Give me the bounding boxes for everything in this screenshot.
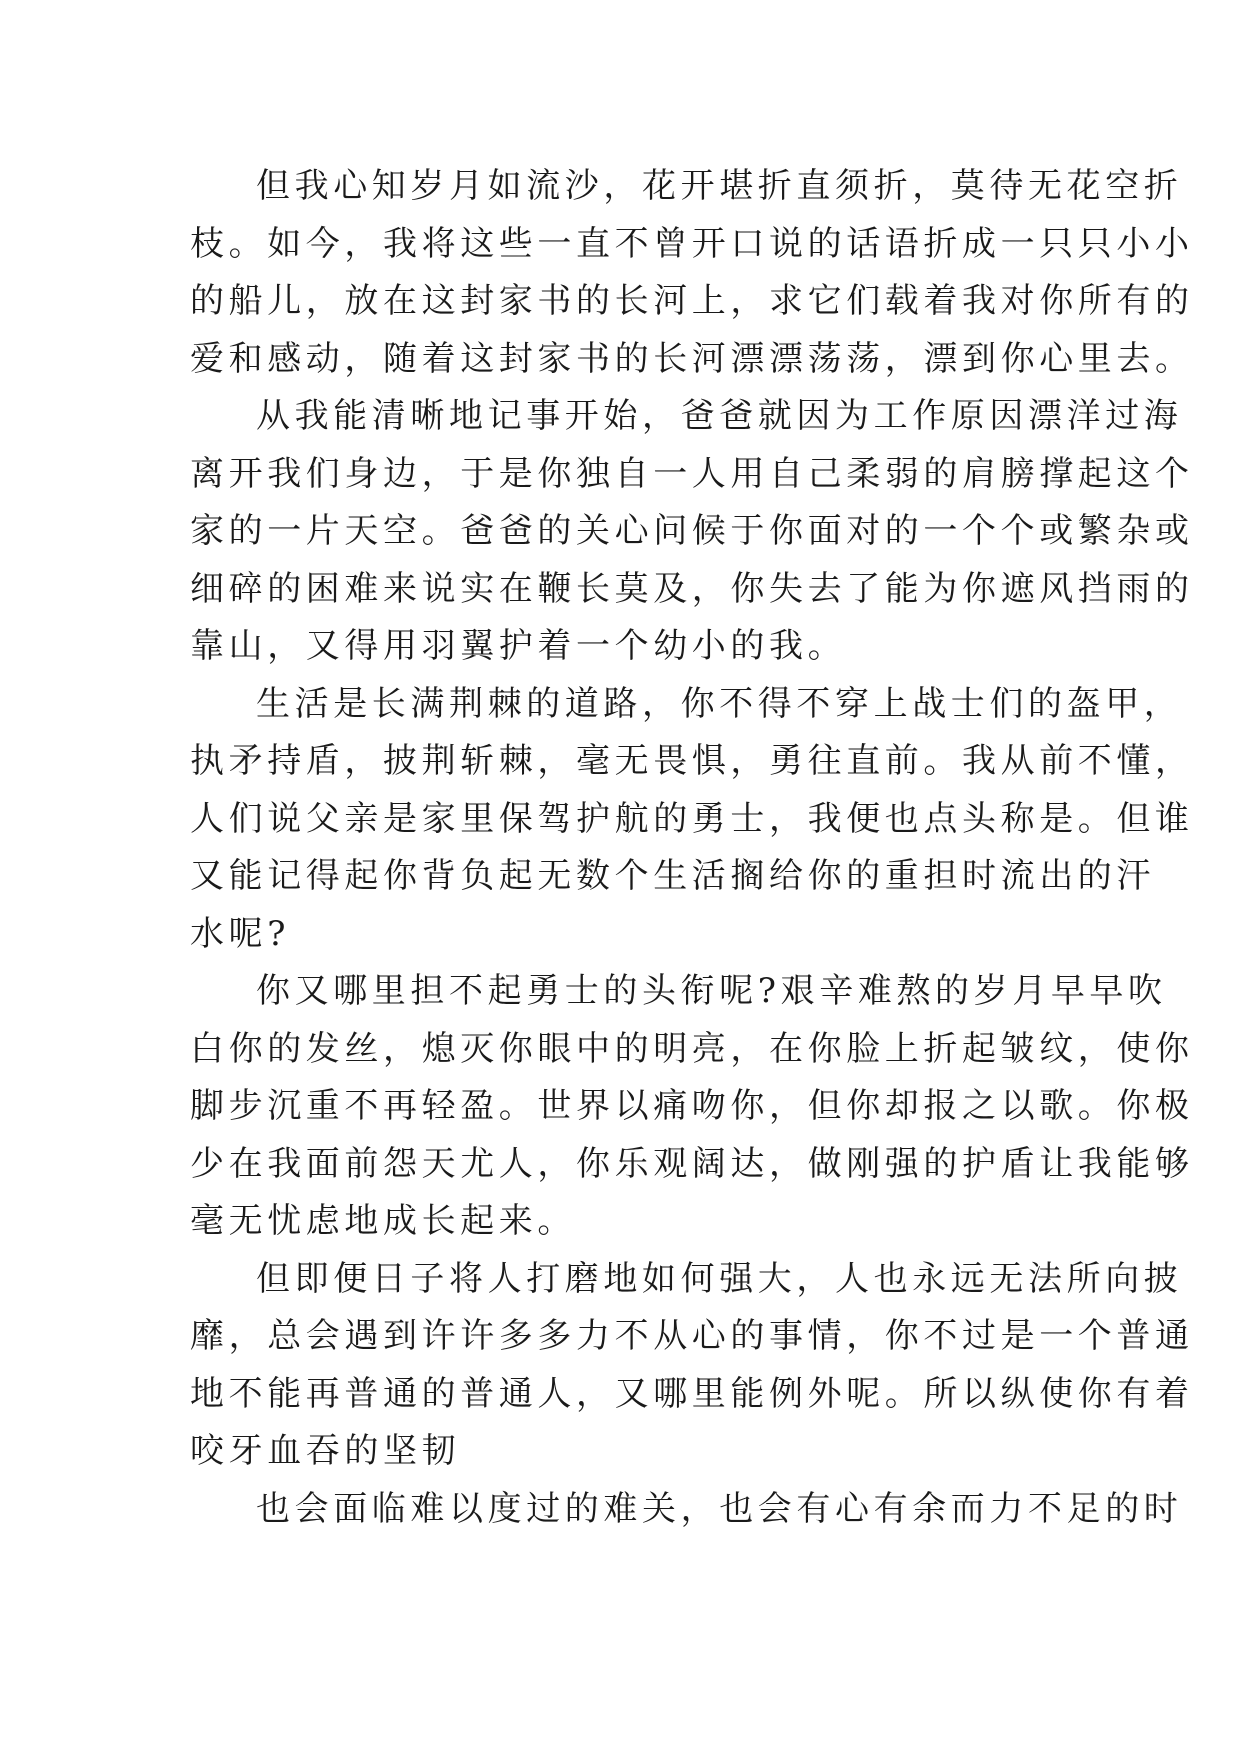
text-line: 人们说父亲是家里保驾护航的勇士，我便也点头称是。但谁 <box>190 798 1194 839</box>
text-line: 爱和感动，随着这封家书的长河漂漂荡荡，漂到你心里去。 <box>190 338 1194 379</box>
text-line: 脚步沉重不再轻盈。世界以痛吻你，但你却报之以歌。你极 <box>190 1086 1194 1126</box>
text-line: 也会面临难以度过的难关，也会有心有余而力不足的时 <box>256 1488 1183 1529</box>
paragraph-3 <box>190 676 1194 964</box>
text-line: 细碎的困难来说实在鞭长莫及，你失去了能为你遮风挡雨的 <box>190 568 1194 609</box>
text-line: 从我能清晰地记事开始，爸爸就因为工作原因漂洋过海 <box>256 396 1183 436</box>
paragraph-6 <box>190 1481 1183 1539</box>
text-line: 离开我们身边，于是你独自一人用自己柔弱的肩膀撑起这个 <box>190 453 1194 494</box>
text-line: 靡，总会遇到许许多多力不从心的事情，你不过是一个普通 <box>190 1316 1194 1356</box>
text-line: 又能记得起你背负起无数个生活搁给你的重担时流出的汗 <box>190 856 1155 896</box>
document-body <box>190 158 1194 1538</box>
text-line: 生活是长满荆棘的道路，你不得不穿上战士们的盔甲， <box>256 683 1183 724</box>
text-line: 执矛持盾，披荆斩棘，毫无畏惧，勇往直前。我从前不懂， <box>190 741 1194 781</box>
paragraph-5 <box>190 1251 1194 1481</box>
text-line: 靠山，又得用羽翼护着一个幼小的我。 <box>190 626 847 666</box>
text-line: 枝。如今，我将这些一直不曾开口说的话语折成一只只小小 <box>190 223 1194 264</box>
text-line: 毫无忧虑地成长起来。 <box>190 1201 576 1241</box>
text-line: 的船儿，放在这封家书的长河上，求它们载着我对你所有的 <box>190 281 1194 321</box>
text-line: 但即便日子将人打磨地如何强大，人也永远无法所向披 <box>256 1258 1183 1299</box>
paragraph-2 <box>190 388 1194 676</box>
text-line: 地不能再普通的普通人，又哪里能例外呢。所以纵使你有着 <box>190 1373 1194 1414</box>
text-line: 少在我面前怨天尤人，你乐观阔达，做刚强的护盾让我能够 <box>190 1143 1194 1184</box>
text-line: 白你的发丝，熄灭你眼中的明亮，在你脸上折起皱纹，使你 <box>190 1028 1194 1069</box>
text-line: 你又哪里担不起勇士的头衔呢?艰辛难熬的岁月早早吹 <box>256 971 1167 1011</box>
text-line: 但我心知岁月如流沙，花开堪折直须折，莫待无花空折 <box>256 166 1183 206</box>
text-line: 水呢? <box>190 913 291 954</box>
text-line: 咬牙血吞的坚韧 <box>190 1431 461 1471</box>
text-line: 家的一片天空。爸爸的关心问候于你面对的一个个或繁杂或 <box>190 511 1194 551</box>
paragraph-4 <box>190 963 1194 1251</box>
paragraph-1 <box>190 158 1194 388</box>
